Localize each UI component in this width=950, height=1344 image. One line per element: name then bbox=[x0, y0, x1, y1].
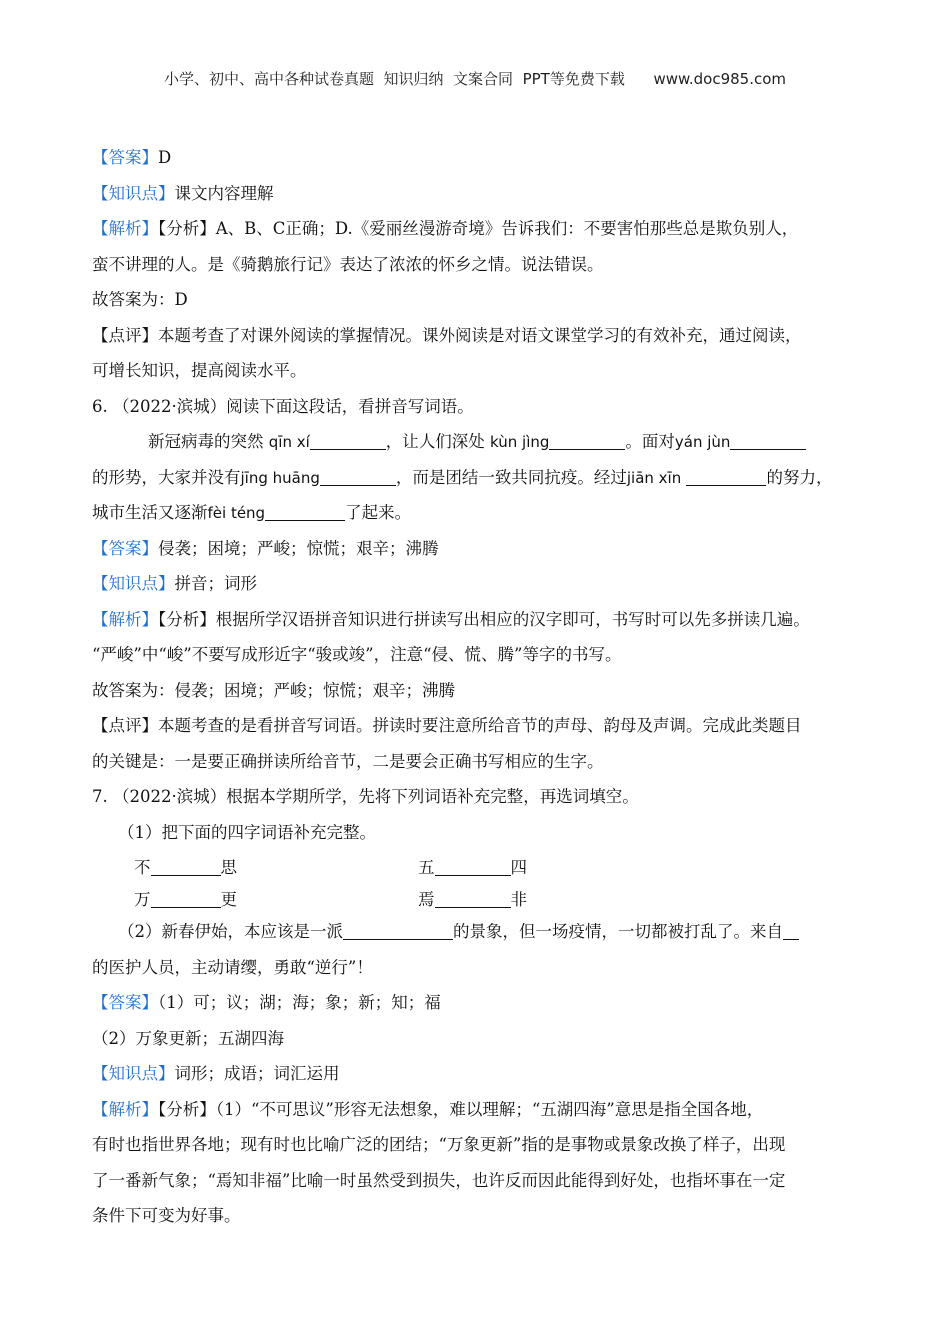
comment-tag: 【点评】 bbox=[92, 325, 158, 345]
idiom-4 bbox=[418, 884, 527, 916]
blank-6[interactable] bbox=[265, 500, 345, 521]
q7-idiom-grid bbox=[92, 850, 867, 914]
q5-answer-line bbox=[92, 140, 867, 176]
q5-knowledge: 课文内容理解 bbox=[174, 183, 274, 203]
q6-therefore: 故答案为：侵袭；困境；严峻；惊慌；艰辛；沸腾 bbox=[92, 680, 455, 700]
idiom-char: 不 bbox=[134, 858, 151, 877]
idiom-blank[interactable] bbox=[435, 855, 511, 876]
q7-text: 的景象，但一场疫情，一切都被打乱了。来自 bbox=[453, 922, 783, 941]
idiom-1 bbox=[134, 852, 237, 884]
q5-comment-line-1 bbox=[92, 318, 867, 354]
q7-knowledge-line bbox=[92, 1056, 867, 1092]
q5-analysis-line-1 bbox=[92, 211, 867, 247]
pinyin-qinxi: qīn xí bbox=[268, 433, 310, 451]
blank-5[interactable] bbox=[686, 465, 766, 486]
q7-answer-1: （1）可；议；湖；海；象；新；知；福 bbox=[158, 993, 441, 1012]
analysis-tag: 【解析】 bbox=[92, 219, 158, 238]
blank-3[interactable] bbox=[730, 429, 806, 450]
knowledge-tag: 【知识点】 bbox=[92, 183, 175, 203]
pinyin-yanjun: yán jùn bbox=[674, 433, 731, 451]
idiom-char: 五 bbox=[418, 858, 435, 877]
q6-answer: 侵袭；困境；严峻；惊慌；艰辛；沸腾 bbox=[158, 538, 439, 558]
q7-analysis-1: 【分析】（1）“不可思议”形容无法想象，难以理解；“五湖四海”意思是指全国各地， bbox=[158, 1099, 764, 1119]
q7-analysis-line-2: 有时也指世界各地；现有时也比喻广泛的团结；“万象更新”指的是事物或景象改换了样子，出现 bbox=[92, 1135, 786, 1154]
pinyin-feiteng: fèi téng bbox=[207, 504, 266, 522]
q5-analysis-line-2: 蛮不讲理的人。是《骑鹅旅行记》表达了浓浓的怀乡之情。说法错误。 bbox=[92, 254, 604, 274]
comment-tag: 【点评】 bbox=[92, 716, 158, 735]
pinyin-kunjing: kùn jìng bbox=[490, 433, 550, 451]
answer-tag: 【答案】 bbox=[92, 148, 158, 167]
answer-tag: 【答案】 bbox=[92, 538, 158, 558]
idiom-char: 更 bbox=[220, 890, 237, 909]
idiom-char: 焉 bbox=[418, 890, 435, 909]
idiom-blank[interactable] bbox=[151, 855, 221, 876]
q5-analysis-1: 【分析】A、B、C正确；D.《爱丽丝漫游奇境》告诉我们：不要害怕那些总是欺负别人， bbox=[158, 219, 799, 238]
knowledge-tag: 【知识点】 bbox=[92, 574, 175, 593]
q6-text: 的努力， bbox=[766, 467, 833, 487]
q7-sub1: （1）把下面的四字词语补充完整。 bbox=[118, 822, 376, 842]
idiom-char: 四 bbox=[510, 858, 527, 877]
q6-analysis-line-1 bbox=[92, 602, 867, 638]
q7-answer-line bbox=[92, 985, 867, 1021]
idiom-blank[interactable] bbox=[435, 887, 511, 908]
q6-comment-line-2: 的关键是：一是要正确拼读所给音节，二是要会正确书写相应的生字。 bbox=[92, 751, 604, 771]
q5-answer: D bbox=[158, 148, 172, 167]
q6-text: 的形势，大家并没有 bbox=[92, 467, 241, 487]
page-header: 小学、初中、高中各种试卷真题 知识归纳 文案合同 PPT等免费下载 www.doc985.com bbox=[163, 70, 787, 88]
q6-text: 新冠病毒的突然 bbox=[148, 432, 264, 451]
idiom-char: 非 bbox=[510, 890, 527, 909]
q6-text: 城市生活又逐渐 bbox=[92, 503, 208, 522]
idiom-2 bbox=[418, 852, 527, 884]
blank-1[interactable] bbox=[310, 429, 386, 450]
analysis-tag: 【解析】 bbox=[92, 609, 158, 629]
fill-blank-1[interactable] bbox=[343, 919, 453, 940]
q7-analysis-line-4: 条件下可变为好事。 bbox=[92, 1206, 241, 1225]
q6-passage-line-3 bbox=[92, 495, 867, 531]
q6-text: 。面对 bbox=[625, 432, 675, 451]
idiom-3 bbox=[134, 884, 237, 916]
fill-blank-2[interactable] bbox=[783, 919, 799, 940]
q7-knowledge: 词形；成语；词汇运用 bbox=[174, 1064, 340, 1083]
q7-stem: 7. （2022·滨城）根据本学期所学，先将下列词语补充完整，再选词填空。 bbox=[92, 787, 639, 806]
q5-comment-1: 本题考查了对课外阅读的掌握情况。课外阅读是对语文课堂学习的有效补充，通过阅读， bbox=[158, 325, 802, 345]
q6-text: ，而是团结一致共同抗疫。经过 bbox=[395, 467, 627, 487]
q5-comment-line-2: 可增长知识，提高阅读水平。 bbox=[92, 361, 307, 380]
q6-comment-line-1 bbox=[92, 708, 867, 744]
analysis-tag: 【解析】 bbox=[92, 1099, 158, 1119]
q6-analysis-line-2: “严峻”中“峻”不要写成形近字“骏或竣”，注意“侵、慌、腾”等字的书写。 bbox=[92, 645, 622, 664]
q7-sub2-line-1 bbox=[92, 914, 867, 950]
q7-text: （2）新春伊始，本应该是一派 bbox=[118, 922, 343, 941]
idiom-blank[interactable] bbox=[151, 887, 221, 908]
q7-answer-line-2: （2）万象更新；五湖四海 bbox=[92, 1028, 284, 1048]
knowledge-tag: 【知识点】 bbox=[92, 1064, 175, 1083]
q6-analysis-1: 【分析】根据所学汉语拼音知识进行拼读写出相应的汉字即可，书写时可以先多拼读几遍。 bbox=[158, 609, 810, 629]
q6-text: 了起来。 bbox=[345, 503, 412, 522]
blank-4[interactable] bbox=[320, 465, 396, 486]
q6-answer-line bbox=[92, 531, 867, 567]
pinyin-jianxin: jiān xīn bbox=[626, 468, 682, 487]
q6-stem: 6. （2022·滨城）阅读下面这段话，看拼音写词语。 bbox=[92, 396, 474, 416]
q6-passage-line-2 bbox=[92, 460, 867, 496]
q7-analysis-line-3: 了一番新气象；“焉知非福”比喻一时虽然受到损失，也许反而因此能得到好处，也指坏事在一定 bbox=[92, 1170, 786, 1190]
q7-sub2-line-2: 的医护人员，主动请缨，勇敢“逆行”！ bbox=[92, 957, 373, 977]
q5-knowledge-line bbox=[92, 176, 867, 212]
q6-comment-1: 本题考查的是看拼音写词语。拼读时要注意所给音节的声母、韵母及声调。完成此类题目 bbox=[158, 716, 802, 735]
document-body bbox=[92, 140, 867, 1234]
q6-passage-line-1 bbox=[92, 424, 867, 460]
idiom-char: 万 bbox=[134, 890, 151, 909]
q5-therefore: 故答案为：D bbox=[92, 290, 188, 309]
q6-knowledge-line bbox=[92, 566, 867, 602]
q6-text: ，让人们深处 bbox=[385, 432, 485, 451]
idiom-char: 思 bbox=[220, 858, 237, 877]
pinyin-jinghuang: jīng huāng bbox=[240, 468, 320, 487]
answer-tag: 【答案】 bbox=[92, 993, 158, 1012]
blank-2[interactable] bbox=[549, 429, 625, 450]
q6-knowledge: 拼音；词形 bbox=[174, 574, 257, 593]
q7-analysis-line-1 bbox=[92, 1092, 867, 1128]
